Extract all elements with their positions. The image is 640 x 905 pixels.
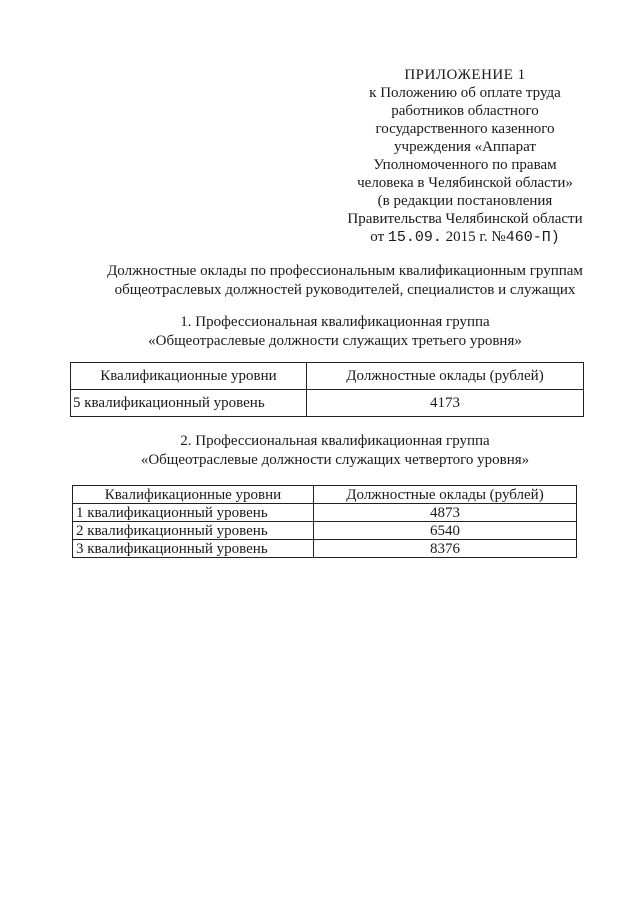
main-heading — [80, 262, 610, 300]
column-header-levels: Квалификационные уровни — [71, 363, 307, 390]
appendix-title: ПРИЛОЖЕНИЕ 1 — [404, 67, 526, 83]
appendix-line: Правительства Челябинской области — [347, 211, 583, 227]
number-stamp: 460-П) — [505, 229, 560, 246]
table-row — [73, 522, 577, 540]
appendix-line: (в редакции постановления — [377, 193, 553, 209]
group2-heading — [110, 432, 560, 470]
salary-cell: 8376 — [314, 540, 577, 558]
table-row — [73, 504, 577, 522]
group2-heading-line: «Общеотраслевые должности служащих четвертого уровня» — [140, 452, 530, 468]
appendix-header — [330, 66, 600, 247]
group1-heading-line: «Общеотраслевые должности служащих третьего уровня» — [148, 333, 522, 349]
column-header-salary: Должностные оклады (рублей) — [314, 486, 577, 504]
table-row — [71, 390, 584, 417]
appendix-line: государственного казенного — [375, 121, 555, 137]
group2-heading-line: 2. Профессиональная квалификационная группа — [180, 433, 490, 449]
appendix-date-line — [330, 228, 600, 247]
group1-heading — [110, 313, 560, 351]
appendix-line: человека в Челябинской области» — [357, 175, 573, 191]
group1-table — [70, 362, 584, 417]
level-cell: 1 квалификационный уровень — [73, 504, 314, 522]
date-year: 2015 г. № — [445, 229, 506, 245]
salary-cell: 6540 — [314, 522, 577, 540]
table-header-row — [71, 363, 584, 390]
level-cell: 3 квалификационный уровень — [73, 540, 314, 558]
date-prefix: от — [370, 229, 385, 245]
level-cell: 2 квалификационный уровень — [73, 522, 314, 540]
level-cell: 5 квалификационный уровень — [71, 390, 307, 417]
table-row — [73, 540, 577, 558]
salary-cell: 4173 — [307, 390, 584, 417]
salary-cell: 4873 — [314, 504, 577, 522]
date-stamp: 15.09. — [387, 229, 442, 246]
appendix-line: к Положению об оплате труда — [369, 85, 561, 101]
appendix-line: работников областного — [391, 103, 539, 119]
group1-heading-line: 1. Профессиональная квалификационная группа — [180, 314, 490, 330]
main-heading-line: Должностные оклады по профессиональным квалификационным группам — [107, 263, 583, 279]
group2-table — [72, 485, 577, 558]
column-header-salary: Должностные оклады (рублей) — [307, 363, 584, 390]
main-heading-line: общеотраслевых должностей руководителей, специалистов и служащих — [114, 282, 576, 298]
appendix-line: учреждения «Аппарат — [394, 139, 536, 155]
column-header-levels: Квалификационные уровни — [73, 486, 314, 504]
table-header-row — [73, 486, 577, 504]
appendix-line: Уполномоченного по правам — [373, 157, 557, 173]
